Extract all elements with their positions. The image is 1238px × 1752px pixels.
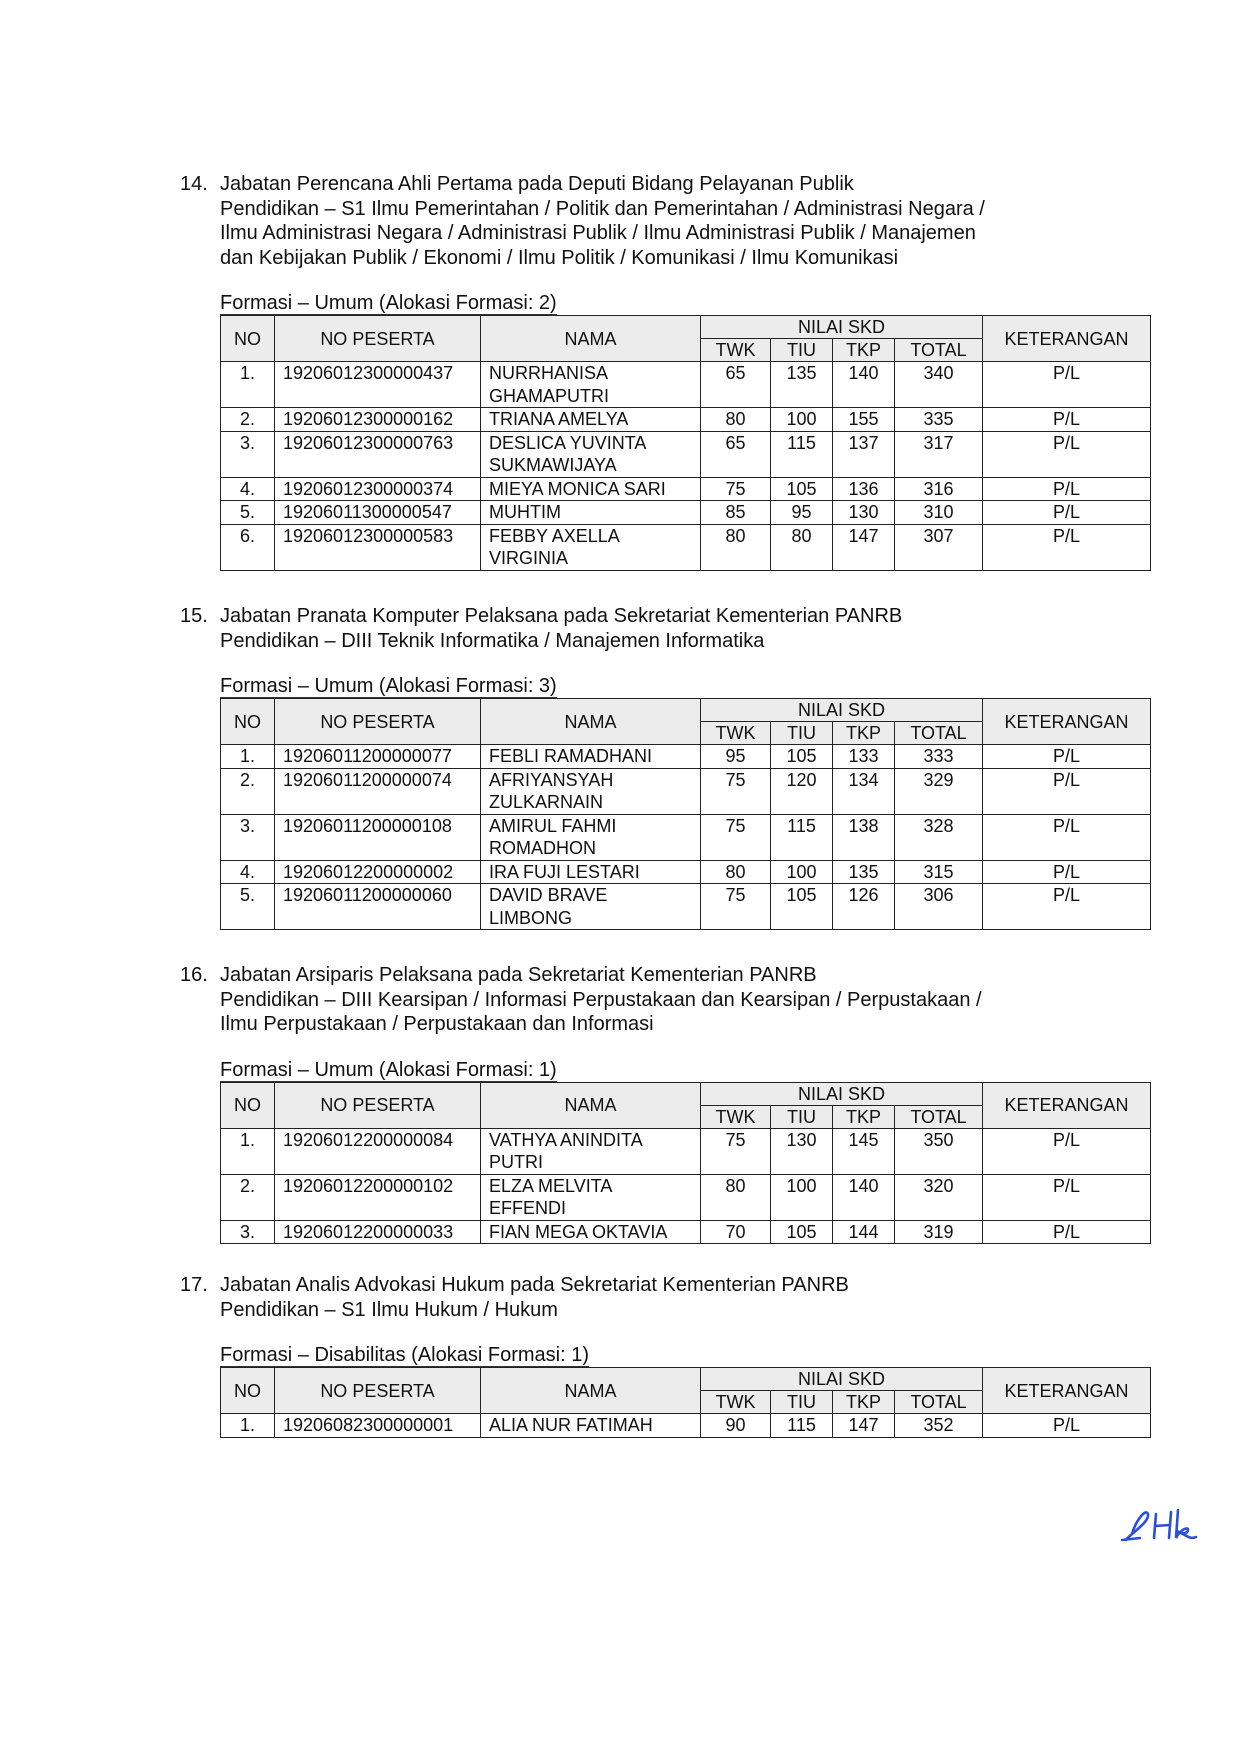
cell-total: 310 <box>895 501 983 525</box>
cell-keterangan: P/L <box>983 768 1151 814</box>
cell-no-peserta: 19206012300000763 <box>275 431 481 477</box>
cell-keterangan: P/L <box>983 408 1151 432</box>
cell-nama: TRIANA AMELYA <box>481 408 701 432</box>
cell-tiu: 95 <box>771 501 833 525</box>
cell-twk: 80 <box>701 408 771 432</box>
cell-no-peserta: 19206011200000074 <box>275 768 481 814</box>
cell-nama: IRA FUJI LESTARI <box>481 860 701 884</box>
cell-tkp: 145 <box>833 1128 895 1174</box>
section-number: 16. <box>180 964 208 986</box>
heading-line: Pendidikan – S1 Ilmu Pemerintahan / Politik dan Pemerintahan / Administrasi Negara / <box>220 197 985 220</box>
cell-twk: 65 <box>701 431 771 477</box>
cell-total: 352 <box>895 1414 983 1438</box>
cell-tiu: 115 <box>771 814 833 860</box>
cell-total: 306 <box>895 884 983 930</box>
header-total: TOTAL <box>895 339 983 362</box>
cell-total: 319 <box>895 1220 983 1244</box>
header-tiu: TIU <box>771 1391 833 1414</box>
cell-tkp: 140 <box>833 362 895 408</box>
table-row <box>221 860 1151 884</box>
cell-tkp: 134 <box>833 768 895 814</box>
cell-tkp: 136 <box>833 477 895 501</box>
cell-keterangan: P/L <box>983 1414 1151 1438</box>
heading-line: Pendidikan – DIII Teknik Informatika / Manajemen Informatika <box>220 629 765 652</box>
cell-tiu: 80 <box>771 524 833 570</box>
cell-tkp: 140 <box>833 1174 895 1220</box>
heading-line: dan Kebijakan Publik / Ekonomi / Ilmu Politik / Komunikasi / Ilmu Komunikasi <box>220 246 899 269</box>
cell-total: 329 <box>895 768 983 814</box>
cell-no-peserta: 19206012300000583 <box>275 524 481 570</box>
cell-no: 2. <box>221 1174 275 1220</box>
cell-no: 1. <box>221 1128 275 1174</box>
cell-twk: 70 <box>701 1220 771 1244</box>
table-row <box>221 814 1151 860</box>
cell-tkp: 147 <box>833 524 895 570</box>
cell-twk: 95 <box>701 745 771 769</box>
cell-no-peserta: 19206011300000547 <box>275 501 481 525</box>
cell-no: 3. <box>221 814 275 860</box>
table-row <box>221 884 1151 930</box>
cell-keterangan: P/L <box>983 884 1151 930</box>
heading-line: Ilmu Administrasi Negara / Administrasi Publik / Ilmu Administrasi Publik / Manajemen <box>220 222 976 244</box>
cell-nama: ELZA MELVITA EFFENDI <box>481 1174 701 1220</box>
cell-keterangan: P/L <box>983 431 1151 477</box>
cell-twk: 75 <box>701 768 771 814</box>
cell-tkp: 133 <box>833 745 895 769</box>
header-no-peserta: NO PESERTA <box>275 699 481 745</box>
cell-no: 5. <box>221 501 275 525</box>
section-16 <box>180 963 1160 1244</box>
cell-keterangan: P/L <box>983 745 1151 769</box>
formasi-label: Formasi – Umum (Alokasi Formasi: 1) <box>220 1058 557 1081</box>
cell-nama: MUHTIM <box>481 501 701 525</box>
cell-no-peserta: 19206012200000033 <box>275 1220 481 1244</box>
header-no: NO <box>221 316 275 362</box>
cell-tiu: 100 <box>771 860 833 884</box>
cell-twk: 75 <box>701 1128 771 1174</box>
cell-total: 317 <box>895 431 983 477</box>
header-tiu: TIU <box>771 339 833 362</box>
heading-line: Jabatan Pranata Komputer Pelaksana pada Sekretariat Kementerian PANRB <box>220 605 903 627</box>
header-total: TOTAL <box>895 1391 983 1414</box>
cell-total: 335 <box>895 408 983 432</box>
cell-total: 320 <box>895 1174 983 1220</box>
cell-nama: ALIA NUR FATIMAH <box>481 1414 701 1438</box>
header-nilai-skd: NILAI SKD <box>701 699 983 722</box>
table-row <box>221 768 1151 814</box>
cell-total: 340 <box>895 362 983 408</box>
header-keterangan: KETERANGAN <box>983 316 1151 362</box>
heading-line: Pendidikan – DIII Kearsipan / Informasi Perpustakaan dan Kearsipan / Perpustakaan / <box>220 988 982 1011</box>
section-number: 17. <box>180 1274 208 1296</box>
header-twk: TWK <box>701 339 771 362</box>
cell-twk: 80 <box>701 860 771 884</box>
heading-line: Jabatan Analis Advokasi Hukum pada Sekretariat Kementerian PANRB <box>220 1274 849 1296</box>
cell-twk: 80 <box>701 524 771 570</box>
cell-no: 1. <box>221 1414 275 1438</box>
cell-tiu: 130 <box>771 1128 833 1174</box>
cell-tiu: 115 <box>771 1414 833 1438</box>
heading-line: Jabatan Perencana Ahli Pertama pada Deputi Bidang Pelayanan Publik <box>220 173 854 195</box>
section-heading <box>180 604 1160 653</box>
cell-no: 6. <box>221 524 275 570</box>
cell-tiu: 135 <box>771 362 833 408</box>
cell-keterangan: P/L <box>983 1128 1151 1174</box>
formasi-label: Formasi – Disabilitas (Alokasi Formasi: 1) <box>220 1344 589 1366</box>
header-no-peserta: NO PESERTA <box>275 316 481 362</box>
table-row <box>221 431 1151 477</box>
cell-no: 4. <box>221 860 275 884</box>
header-twk: TWK <box>701 1105 771 1128</box>
cell-nama: FEBBY AXELLA VIRGINIA <box>481 524 701 570</box>
cell-tkp: 155 <box>833 408 895 432</box>
header-total: TOTAL <box>895 1105 983 1128</box>
cell-total: 315 <box>895 860 983 884</box>
cell-no-peserta: 19206011200000077 <box>275 745 481 769</box>
section-number: 14. <box>180 173 208 195</box>
cell-no: 2. <box>221 768 275 814</box>
table-row <box>221 745 1151 769</box>
header-tkp: TKP <box>833 339 895 362</box>
cell-no-peserta: 19206012200000002 <box>275 860 481 884</box>
cell-no-peserta: 19206012300000374 <box>275 477 481 501</box>
header-tkp: TKP <box>833 1391 895 1414</box>
cell-nama: VATHYA ANINDITA PUTRI <box>481 1128 701 1174</box>
heading-line: Ilmu Perpustakaan / Perpustakaan dan Informasi <box>220 1013 654 1035</box>
section-heading <box>180 1273 1160 1322</box>
cell-nama: MIEYA MONICA SARI <box>481 477 701 501</box>
cell-keterangan: P/L <box>983 362 1151 408</box>
cell-nama: FEBLI RAMADHANI <box>481 745 701 769</box>
cell-tkp: 147 <box>833 1414 895 1438</box>
header-tkp: TKP <box>833 1105 895 1128</box>
cell-no-peserta: 19206012200000084 <box>275 1128 481 1174</box>
cell-no: 5. <box>221 884 275 930</box>
cell-no: 1. <box>221 745 275 769</box>
header-tiu: TIU <box>771 722 833 745</box>
formasi-label: Formasi – Umum (Alokasi Formasi: 3) <box>220 675 557 697</box>
cell-tiu: 120 <box>771 768 833 814</box>
cell-tkp: 137 <box>833 431 895 477</box>
header-tiu: TIU <box>771 1105 833 1128</box>
header-twk: TWK <box>701 722 771 745</box>
formasi-label: Formasi – Umum (Alokasi Formasi: 2) <box>220 292 557 314</box>
cell-tkp: 130 <box>833 501 895 525</box>
header-nilai-skd: NILAI SKD <box>701 1082 983 1105</box>
header-total: TOTAL <box>895 722 983 745</box>
cell-total: 350 <box>895 1128 983 1174</box>
table-row <box>221 362 1151 408</box>
header-no: NO <box>221 1082 275 1128</box>
cell-total: 333 <box>895 745 983 769</box>
table-row <box>221 1220 1151 1244</box>
results-table <box>220 1082 1151 1245</box>
cell-keterangan: P/L <box>983 814 1151 860</box>
section-15 <box>180 604 1160 930</box>
cell-no: 3. <box>221 1220 275 1244</box>
header-nama: NAMA <box>481 1368 701 1414</box>
cell-no-peserta: 19206011200000060 <box>275 884 481 930</box>
cell-twk: 80 <box>701 1174 771 1220</box>
table-row <box>221 524 1151 570</box>
cell-nama: AFRIYANSYAH ZULKARNAIN <box>481 768 701 814</box>
handwritten-initials <box>1118 1500 1208 1548</box>
header-nama: NAMA <box>481 699 701 745</box>
cell-twk: 65 <box>701 362 771 408</box>
section-14 <box>180 172 1160 571</box>
cell-twk: 75 <box>701 884 771 930</box>
heading-line: Pendidikan – S1 Ilmu Hukum / Hukum <box>220 1298 558 1321</box>
cell-keterangan: P/L <box>983 860 1151 884</box>
cell-no-peserta: 19206012200000102 <box>275 1174 481 1220</box>
header-nama: NAMA <box>481 1082 701 1128</box>
cell-nama: FIAN MEGA OKTAVIA <box>481 1220 701 1244</box>
cell-no: 3. <box>221 431 275 477</box>
heading-line: Jabatan Arsiparis Pelaksana pada Sekretariat Kementerian PANRB <box>220 964 817 986</box>
cell-twk: 90 <box>701 1414 771 1438</box>
cell-nama: NURRHANISA GHAMAPUTRI <box>481 362 701 408</box>
cell-tiu: 105 <box>771 884 833 930</box>
cell-keterangan: P/L <box>983 477 1151 501</box>
table-row <box>221 408 1151 432</box>
table-row <box>221 501 1151 525</box>
header-twk: TWK <box>701 1391 771 1414</box>
cell-keterangan: P/L <box>983 524 1151 570</box>
header-tkp: TKP <box>833 722 895 745</box>
cell-nama: AMIRUL FAHMI ROMADHON <box>481 814 701 860</box>
section-17 <box>180 1273 1160 1438</box>
cell-keterangan: P/L <box>983 501 1151 525</box>
cell-twk: 75 <box>701 814 771 860</box>
section-heading <box>180 172 1160 270</box>
header-no: NO <box>221 1368 275 1414</box>
table-row <box>221 1414 1151 1438</box>
table-row <box>221 1128 1151 1174</box>
cell-tkp: 144 <box>833 1220 895 1244</box>
cell-tiu: 105 <box>771 745 833 769</box>
cell-no: 4. <box>221 477 275 501</box>
cell-twk: 75 <box>701 477 771 501</box>
cell-no-peserta: 19206082300000001 <box>275 1414 481 1438</box>
cell-tiu: 115 <box>771 431 833 477</box>
table-row <box>221 477 1151 501</box>
cell-tiu: 105 <box>771 1220 833 1244</box>
cell-nama: DAVID BRAVE LIMBONG <box>481 884 701 930</box>
cell-twk: 85 <box>701 501 771 525</box>
header-nilai-skd: NILAI SKD <box>701 316 983 339</box>
header-no-peserta: NO PESERTA <box>275 1082 481 1128</box>
cell-no-peserta: 19206012300000437 <box>275 362 481 408</box>
header-nama: NAMA <box>481 316 701 362</box>
header-keterangan: KETERANGAN <box>983 1082 1151 1128</box>
cell-no: 2. <box>221 408 275 432</box>
cell-total: 328 <box>895 814 983 860</box>
cell-total: 316 <box>895 477 983 501</box>
cell-tiu: 105 <box>771 477 833 501</box>
header-keterangan: KETERANGAN <box>983 1368 1151 1414</box>
section-heading <box>180 963 1160 1037</box>
cell-nama: DESLICA YUVINTA SUKMAWIJAYA <box>481 431 701 477</box>
cell-tkp: 135 <box>833 860 895 884</box>
results-table <box>220 698 1151 930</box>
cell-no-peserta: 19206012300000162 <box>275 408 481 432</box>
results-table <box>220 315 1151 571</box>
cell-no-peserta: 19206011200000108 <box>275 814 481 860</box>
cell-tiu: 100 <box>771 1174 833 1220</box>
cell-tkp: 126 <box>833 884 895 930</box>
cell-total: 307 <box>895 524 983 570</box>
cell-no: 1. <box>221 362 275 408</box>
header-keterangan: KETERANGAN <box>983 699 1151 745</box>
cell-tiu: 100 <box>771 408 833 432</box>
header-no: NO <box>221 699 275 745</box>
section-number: 15. <box>180 605 208 627</box>
cell-tkp: 138 <box>833 814 895 860</box>
header-nilai-skd: NILAI SKD <box>701 1368 983 1391</box>
cell-keterangan: P/L <box>983 1174 1151 1220</box>
table-row <box>221 1174 1151 1220</box>
header-no-peserta: NO PESERTA <box>275 1368 481 1414</box>
cell-keterangan: P/L <box>983 1220 1151 1244</box>
results-table <box>220 1367 1151 1438</box>
